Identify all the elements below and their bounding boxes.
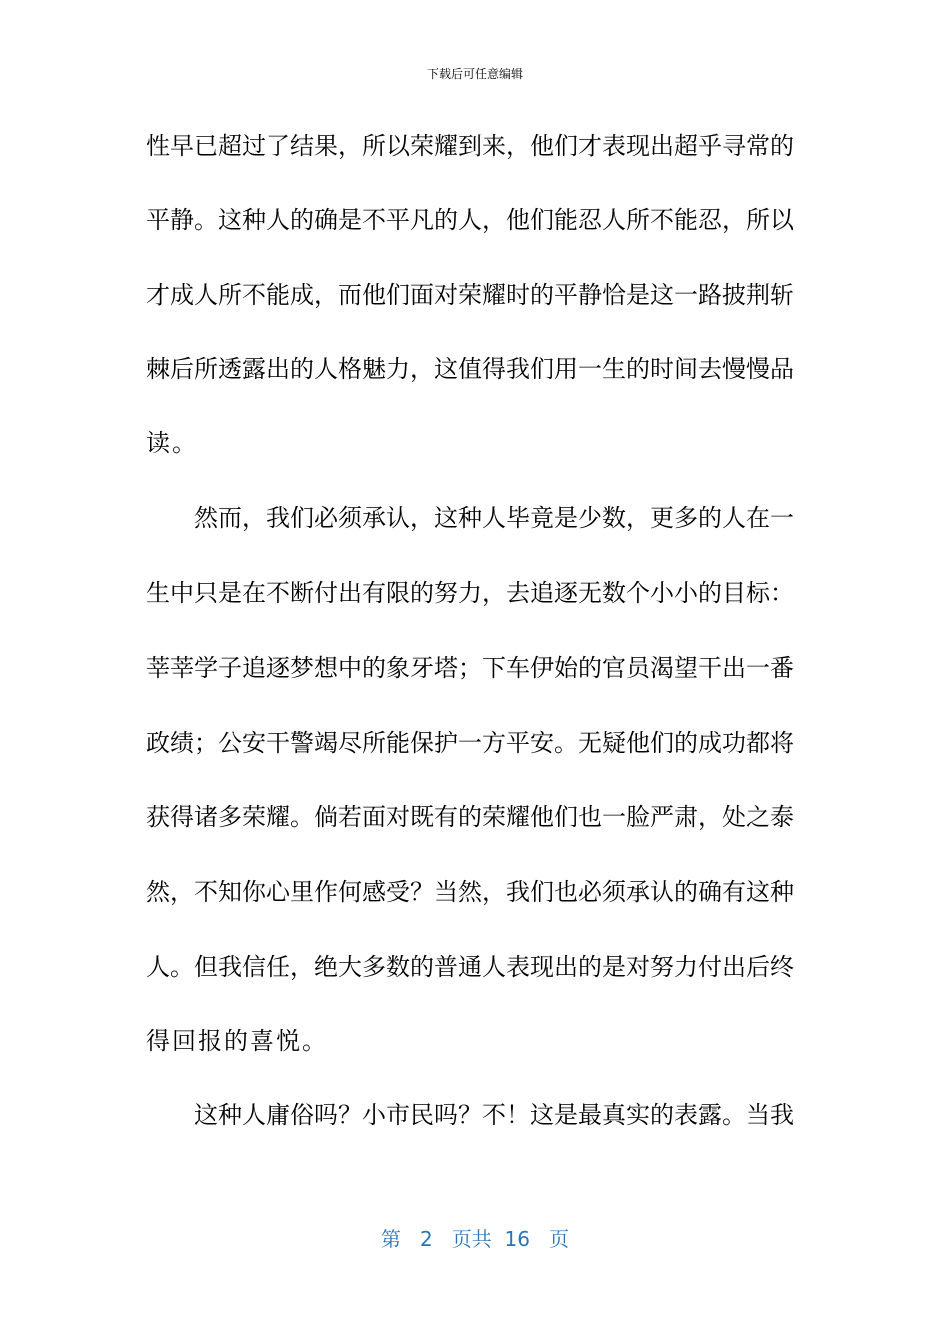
text-line: 这种人庸俗吗？小市民吗？不！这是最真实的表露。当我: [194, 1101, 794, 1129]
text-line: 生中只是在不断付出有限的努力，去追逐无数个小小的目标：: [146, 579, 794, 607]
text-line: 政绩；公安干警竭尽所能保护一方平安。无疑他们的成功都将: [146, 729, 794, 757]
page-prefix: 第: [380, 1227, 401, 1251]
text-line: 棘后所透露出的人格魅力，这值得我们用一生的时间去慢慢品: [146, 355, 794, 383]
page-number: 2: [420, 1227, 433, 1251]
text-line: 才成人所不能成，而他们面对荣耀时的平静恰是这一路披荆斩: [146, 281, 794, 309]
page-middle: 页共: [451, 1227, 492, 1251]
text-line: 读。: [146, 429, 198, 457]
text-line: 莘莘学子追逐梦想中的象牙塔；下车伊始的官员渴望干出一番: [146, 654, 794, 682]
text-line: 得回报的喜悦。: [146, 1027, 328, 1055]
header-note: 下载后可任意编辑: [426, 67, 523, 81]
text-line: 平静。这种人的确是不平凡的人，他们能忍人所不能忍，所以: [146, 206, 794, 234]
text-line: 获得诸多荣耀。倘若面对既有的荣耀他们也一脸严肃，处之泰: [146, 803, 794, 831]
text-line: 性早已超过了结果，所以荣耀到来，他们才表现出超乎寻常的: [146, 132, 794, 160]
text-line: 然，不知你心里作何感受？当然，我们也必须承认的确有这种: [146, 878, 794, 906]
page-suffix: 页: [549, 1227, 570, 1251]
page-footer: [0, 1226, 950, 1252]
text-line: 然而，我们必须承认，这种人毕竟是少数，更多的人在一: [194, 504, 794, 532]
total-pages: 16: [504, 1227, 530, 1251]
text-line: 人。但我信任，绝大多数的普通人表现出的是对努力付出后终: [146, 953, 794, 981]
